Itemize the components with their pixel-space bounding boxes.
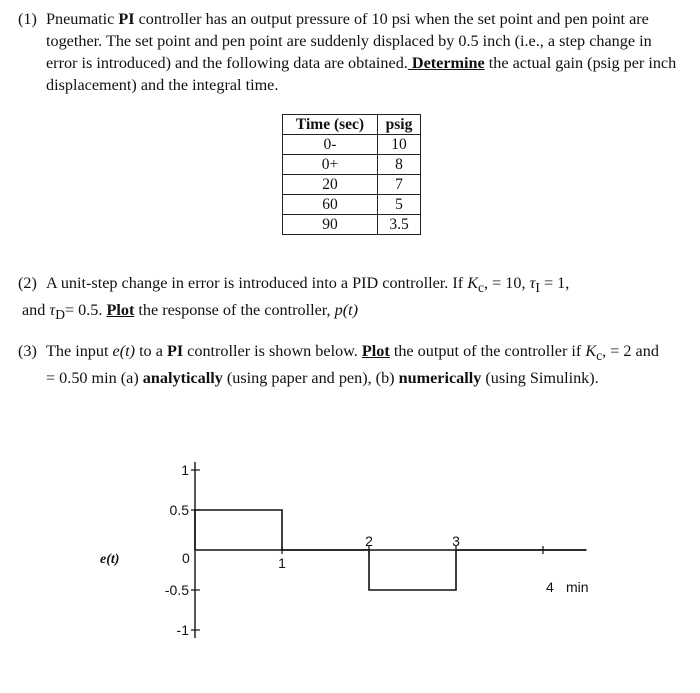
- table-cell: 5: [378, 195, 421, 215]
- problem-1: [18, 8, 700, 96]
- table-row: [283, 215, 421, 235]
- problem-3-line-2: = 0.50 min (a) analytically (using paper and pen), (b) numerically (using Simulink).: [46, 369, 599, 388]
- plot-keyword: Plot: [106, 301, 135, 320]
- problem-1-line-4: displacement) and the integral time.: [46, 76, 279, 94]
- pressure-data-table: [282, 114, 421, 235]
- problem-1-number: (1): [18, 10, 37, 28]
- problem-3: [18, 340, 700, 389]
- table-row: [283, 155, 421, 175]
- problem-2-number: (2): [18, 274, 37, 292]
- table-header-time: Time (sec): [283, 115, 378, 135]
- x-unit-label: min: [566, 579, 589, 595]
- table-cell: 90: [283, 215, 378, 235]
- origin-label: 0: [182, 550, 190, 566]
- table-cell: 20: [283, 175, 378, 195]
- problem-3-number: (3): [18, 342, 37, 360]
- problem-1-line-1: (1) Pneumatic PI controller has an output pressure of 10 psi when the set point and pen point are: [18, 10, 649, 28]
- problem-1-line-2: together. The set point and pen point are suddenly displaced by 0.5 inch (i.e., a step change in: [46, 32, 652, 50]
- problem-2: [18, 272, 700, 326]
- plot-keyword: Plot: [361, 342, 390, 360]
- problem-2-line-2: and $\tau_D= 0.5$. Plot the response of the controller, p(t): [22, 301, 359, 323]
- y-tick-label: 1: [181, 462, 189, 478]
- table-row: [283, 135, 421, 155]
- table-cell: 8: [378, 155, 421, 175]
- problem-2-line-1: (2) A unit-step change in error is introduced into a PID controller. If $K_c$, = 10, $\tau_I = 1$,: [18, 274, 570, 296]
- y-tick-label: -1: [176, 622, 189, 638]
- problem-1-line-3: error is introduced) and the following data are obtained. Determine the actual gain (psig per inch: [46, 54, 677, 72]
- table-cell: 7: [378, 175, 421, 195]
- table-cell: 3.5: [378, 215, 421, 235]
- table-header-psig: psig: [378, 115, 421, 135]
- problem-3-line-1: (3) The input e(t) to a PI controller is shown below. Plot the output of the controller if $K_c$, = 2 and: [18, 342, 659, 364]
- x-tick-label: 2: [365, 533, 373, 549]
- table-cell: 0-: [283, 135, 378, 155]
- x-unit-tick-label: 4: [546, 579, 554, 595]
- y-axis-label: e(t): [100, 552, 120, 567]
- table-cell: 10: [378, 135, 421, 155]
- error-input-chart: [0, 430, 700, 693]
- table-row: [283, 175, 421, 195]
- y-tick-label: -0.5: [164, 582, 189, 598]
- determine-keyword: Determine: [407, 54, 485, 72]
- table-row: [283, 195, 421, 215]
- table-cell: 0+: [283, 155, 378, 175]
- x-tick-label: 3: [452, 533, 460, 549]
- x-tick-label: 1: [278, 555, 286, 571]
- table-header-row: [283, 115, 421, 135]
- y-tick-label: 0.5: [169, 502, 189, 518]
- table-cell: 60: [283, 195, 378, 215]
